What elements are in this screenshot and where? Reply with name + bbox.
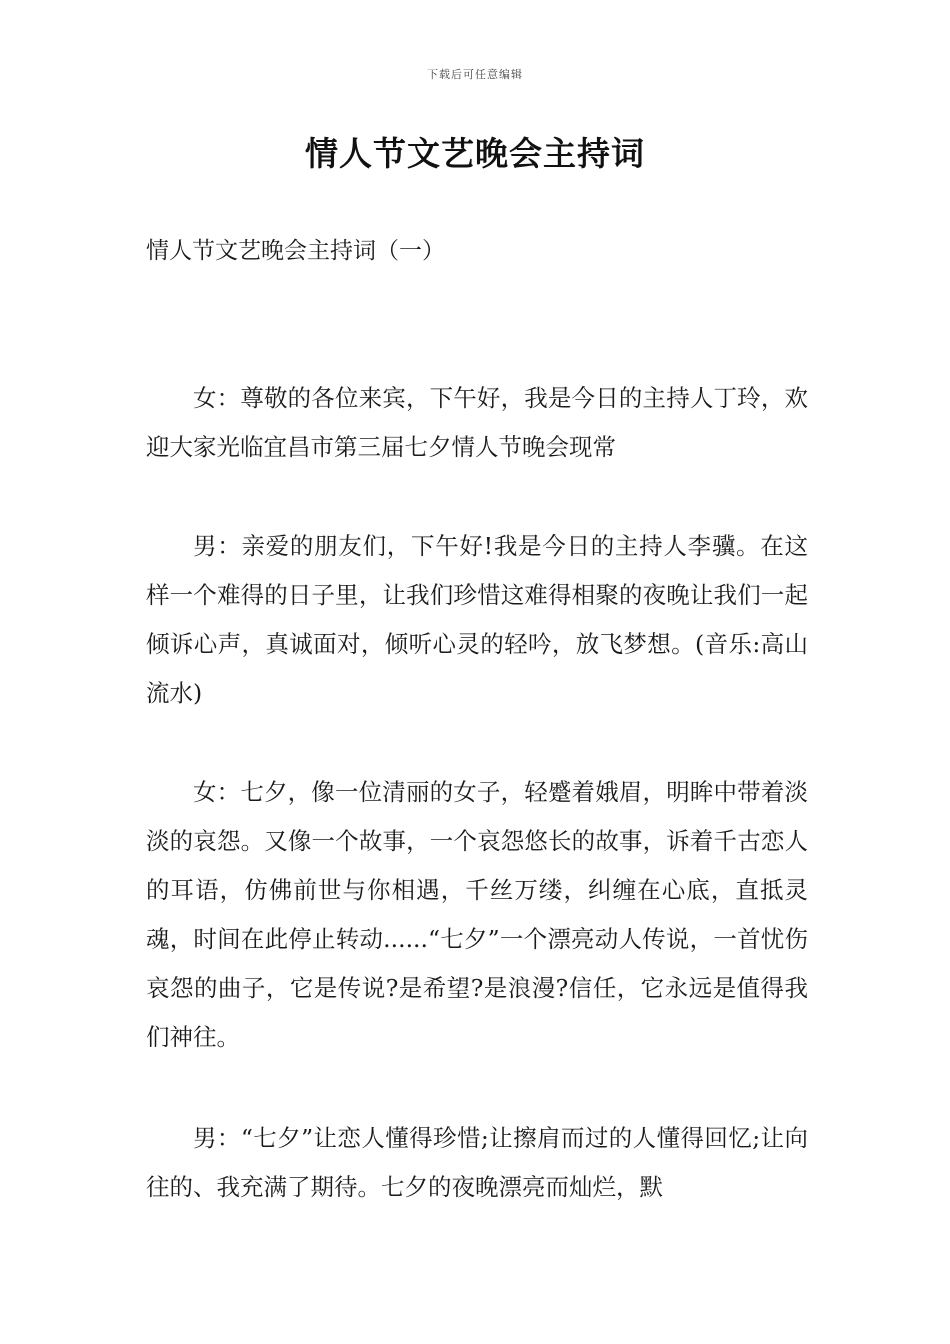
document-subtitle: 情人节文艺晚会主持词（一） <box>146 238 445 264</box>
paragraph-3: 女：七夕，像一位清丽的女子，轻蹙着娥眉，明眸中带着淡淡的哀怨。又像一个故事，一个哀怨悠长的故事，诉着千古恋人的耳语，仿佛前世与你相遇，千丝万缕，纠缠在心底，直抵灵魂，时间在此停止转动......“七夕”一个漂亮动人传说，一首忧伤哀怨的曲子，它是传说?是希望?是浪漫?信任，它永远是值得我们神往。 <box>146 778 808 1051</box>
paragraph-4: 男：“七夕”让恋人懂得珍惜;让擦肩而过的人懂得回忆;让向往的、我充满了期待。七夕的夜晚漂亮而灿烂，默 <box>146 1124 808 1201</box>
paragraph-1: 女：尊敬的各位来宾，下午好，我是今日的主持人丁玲，欢迎大家光临宜昌市第三届七夕情人节晚会现常 <box>146 384 808 461</box>
header-note: 下载后可任意编辑 <box>427 68 523 81</box>
document-title: 情人节文艺晚会主持词 <box>305 134 645 173</box>
paragraph-2: 男：亲爱的朋友们，下午好!我是今日的主持人李骥。在这样一个难得的日子里，让我们珍惜这难得相聚的夜晚让我们一起倾诉心声，真诚面对，倾听心灵的轻吟，放飞梦想。(音乐:高山流水) <box>146 532 808 707</box>
